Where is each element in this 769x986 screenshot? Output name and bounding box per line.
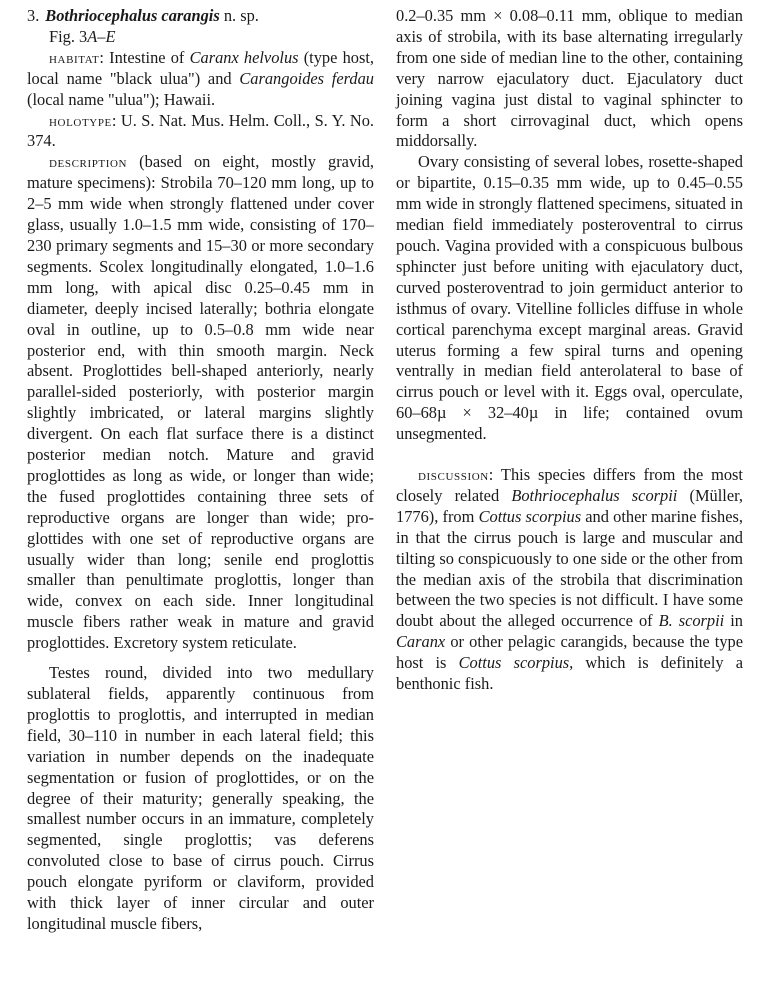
- habitat-text-2: (type host, local name "black ulua") and: [27, 47, 374, 88]
- species-suffix: n. sp.: [223, 6, 259, 25]
- discussion-paragraph: [396, 465, 743, 695]
- discussion-text-5: or other pelagic carangids, because the type host is: [396, 632, 743, 673]
- species-ref-4: Caranx: [396, 632, 446, 652]
- species-ref-5: Cottus scorpius,: [458, 653, 574, 673]
- habitat-label: habitat: [49, 47, 100, 67]
- host-name-1: Caranx helvolus: [189, 47, 299, 67]
- discussion-text-4: in: [724, 611, 743, 631]
- discussion-text-2: (Müller, 1776), from: [396, 485, 743, 526]
- discussion-text-3: and other marine fishes, in that the cirrus pouch is large and muscular and tilting so conspicuously to one side or the other from the median axis of the strobila that discrimination between the two species is not difficult. I have some doubt about the alleged occurrence of: [396, 506, 743, 631]
- description-paragraph: [27, 152, 374, 654]
- description-text: (based on eight, mostly gravid, mature specimens): Strobila 70–120 mm long, up to 2–5 mm wide when strongly flattened under cover glass, usually 1.0–1.5 mm wide, consisting of 170–230 primary segments and 15–30 or more secondary segments. Scolex longitudinally elongated, 1.0–1.6 mm long, with apical disc 0.25–0.45 mm in diameter, deeply incised laterally; bothria elongate oval in outline, up to 0.5–0.8 mm wide near posterior end, with thin smooth margin. Neck absent. Proglottides bell-shaped anteriorly, nearly parallel-sided posteriorly, with posterior margin slightly imbricated, or lateral margins slightly divergent. On each flat surface there is a distinct posterior median notch. Mature and gravid proglottides as long as wide, or longer than wide; the fused proglottides containing three sets of reproductive organs are longer than wide; proglottides with one set of reproductive organs are usually wider than long; senile end proglottis smaller than penultimate proglottis, longer than wide, convex on each side. Inner longitudinal muscle fibers rather weak in mature and gravid proglottides. Excretory system reticulate.: [27, 152, 374, 653]
- testes-paragraph: Testes round, divided into two medullary sublateral fields, apparently continuous from proglottis to proglottis, and interrupted in median field, 30–110 in number in each lateral field; this variation in number depends on the inadequate segmentation or fusion of proglottides, or on the degree of their maturity; generally speaking, the smallest number occurs in an immature, completely segmented, single proglottis; vas deferens convoluted close to base of cirrus pouch. Cirrus pouch elongate pyriform or claviform, provided with thick layer of inner circular and outer longitudinal muscle fibers,: [27, 663, 374, 933]
- right-column: [396, 6, 743, 695]
- holotype-text: U. S. Nat. Mus. Helm. Coll., S. Y. No. 374.: [27, 110, 374, 151]
- figure-ref-panels: A–E: [87, 26, 116, 46]
- figure-ref-prefix: Fig. 3: [49, 26, 88, 46]
- discussion-text-6: which is definitely a benthonic fish.: [396, 653, 744, 694]
- left-column: [27, 6, 374, 935]
- discussion-text-1: This species differs from the most closely related: [396, 465, 743, 505]
- habitat-paragraph: [27, 48, 374, 111]
- habitat-colon: :: [99, 47, 104, 67]
- species-ref-1: Bothriocephalus scorpii: [511, 485, 678, 505]
- continuation-paragraph: 0.2–0.35 mm × 0.08–0.11 mm, oblique to median axis of strobila, with its base alternating irregularly from one side of median line to the other, containing very narrow ejaculatory duct. Ejaculatory duct joining vagina just distal to vaginal sphincter to form a short cirrovaginal duct, which opens middorsally.: [396, 6, 743, 151]
- species-ref-3: B. scorpii: [658, 611, 725, 631]
- species-number: 3.: [27, 6, 40, 25]
- figure-reference: [27, 27, 374, 48]
- discussion-label: discussion: [418, 465, 489, 485]
- holotype-colon: :: [111, 110, 117, 130]
- holotype-label: holotype: [49, 110, 112, 130]
- discussion-colon: :: [488, 465, 494, 485]
- description-label: description: [49, 152, 128, 172]
- ovary-paragraph: Ovary consisting of several lobes, rosette-shaped or bipartite, 0.15–0.35 mm wide, up to 0.45–0.55 mm wide in strongly flattened specimens, situated in median field immediately posteroventral to cirrus pouch. Vagina provided with a conspicuous bulbous sphincter just before uniting with ejaculatory duct, curved posteroventrad to join germiduct anterior to isthmus of ovary. Vitelline follicles diffuse in whole cortical parenchyma except marginal areas. Gravid uterus forming a few spiral turns and opening ventrally in median field anterolateral to base of cirrus pouch or level with it. Eggs oval, operculate, 60–68µ × 32–40µ in life; contained ovum unsegmented.: [396, 152, 743, 444]
- host-name-2: Carangoides ferdau: [239, 68, 374, 88]
- paragraph-gap: [27, 654, 374, 663]
- holotype-paragraph: [27, 111, 374, 153]
- species-heading: [27, 6, 374, 27]
- species-name: Bothriocephalus carangis: [45, 6, 220, 25]
- habitat-text-1: Intestine of: [103, 47, 190, 67]
- section-gap: [396, 445, 743, 465]
- species-ref-2: Cottus scorpius: [478, 506, 582, 526]
- habitat-text-3: (local name "ulua"); Hawaii.: [27, 89, 216, 109]
